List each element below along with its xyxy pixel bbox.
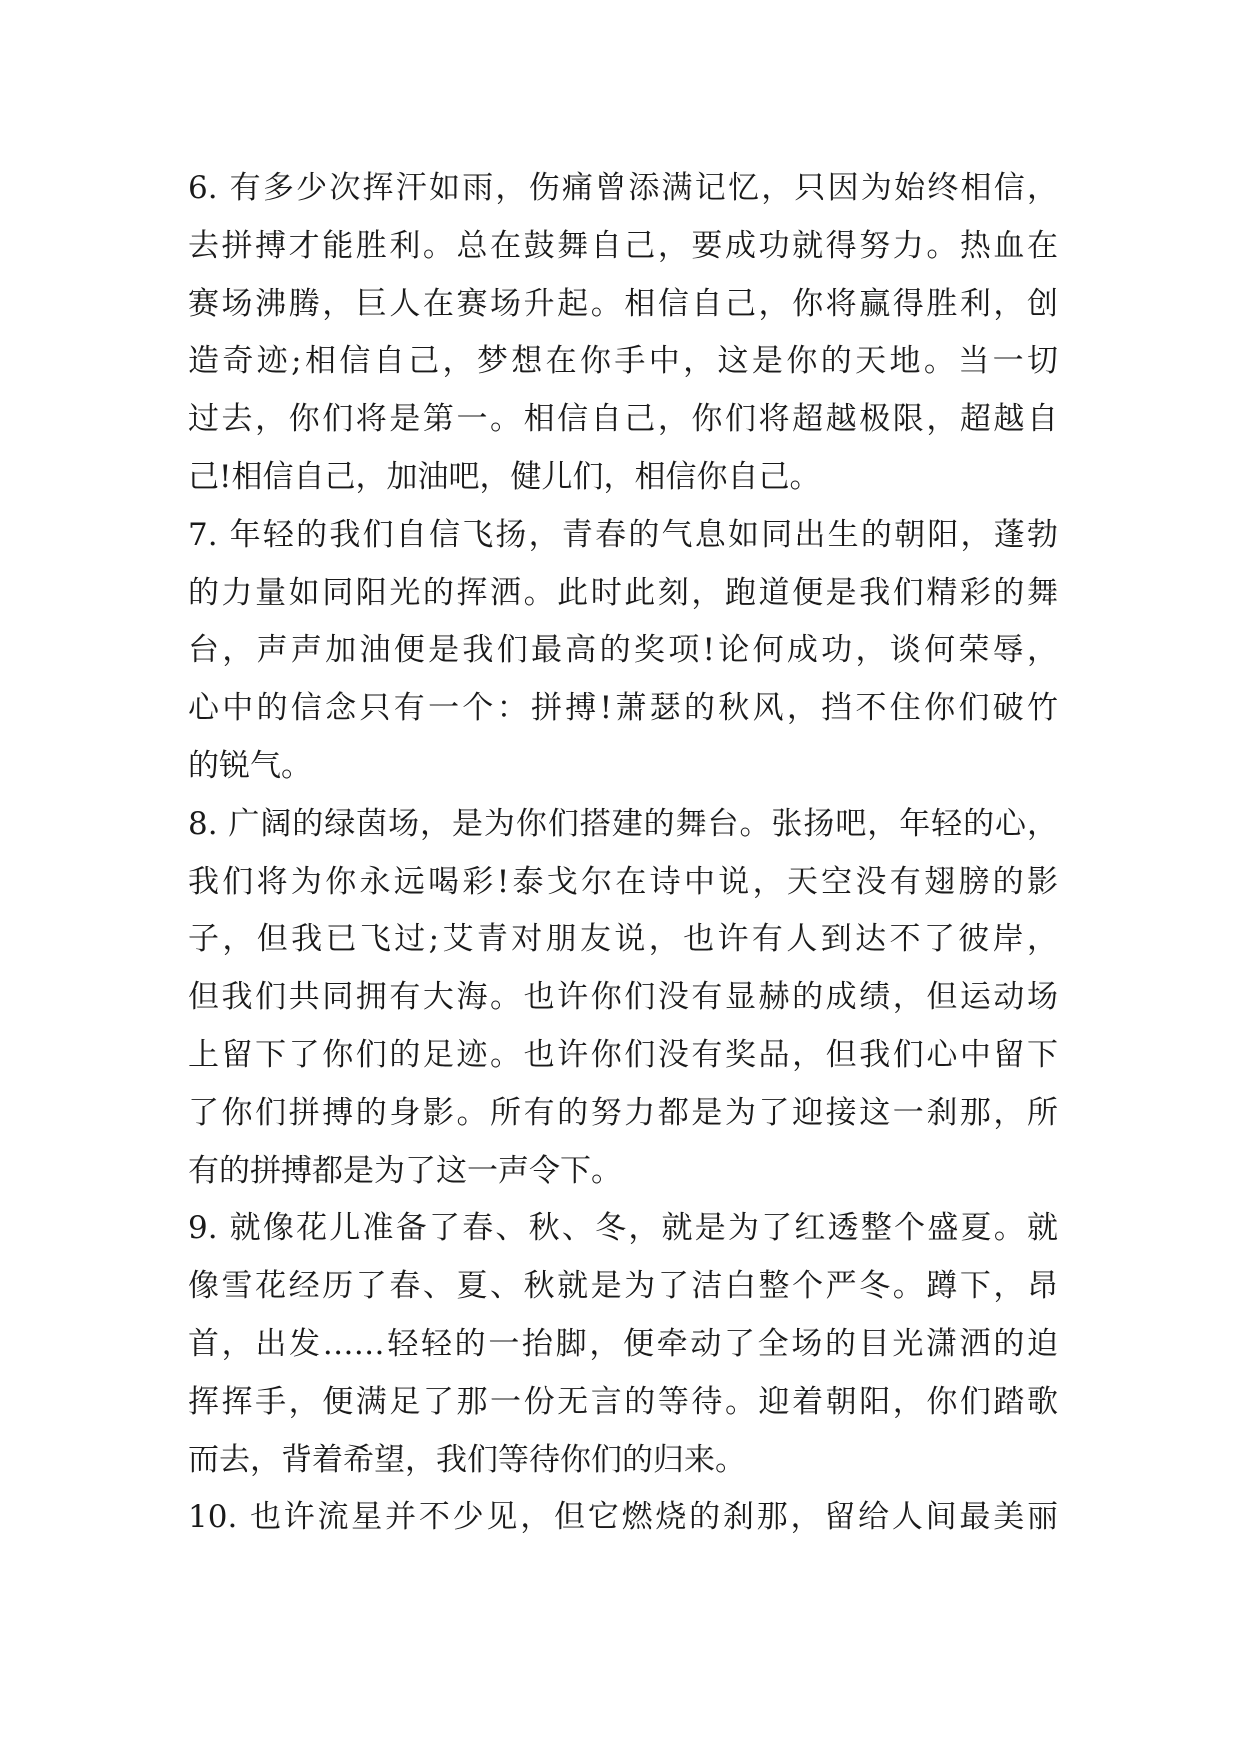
- text-line: 去拼搏才能胜利。总在鼓舞自己，要成功就得努力。热血在: [188, 227, 1058, 264]
- text-line: 首，出发……轻轻的一抬脚，便牵动了全场的目光潇洒的迫: [188, 1325, 1058, 1362]
- text-line: 7. 年轻的我们自信飞扬，青春的气息如同出生的朝阳，蓬勃: [188, 516, 1058, 553]
- text-line: 挥挥手，便满足了那一份无言的等待。迎着朝阳，你们踏歌: [188, 1383, 1058, 1420]
- text-line: 子，但我已飞过;艾青对朋友说，也许有人到达不了彼岸，: [188, 921, 1058, 958]
- text-line: 而去，背着希望，我们等待你们的归来。: [188, 1441, 746, 1478]
- text-line: 上留下了你们的足迹。也许你们没有奖品，但我们心中留下: [188, 1036, 1058, 1073]
- text-line: 心中的信念只有一个：拼搏!萧瑟的秋风，挡不住你们破竹: [188, 690, 1058, 727]
- text-line: 己!相信自己，加油吧，健儿们，相信你自己。: [188, 458, 821, 495]
- text-line: 我们将为你永远喝彩!泰戈尔在诗中说，天空没有翅膀的影: [188, 863, 1058, 900]
- text-line: 9. 就像花儿准备了春、秋、冬，就是为了红透整个盛夏。就: [188, 1210, 1058, 1247]
- text-line: 8. 广阔的绿茵场，是为你们搭建的舞台。张扬吧，年轻的心，: [188, 805, 1058, 842]
- text-line: 造奇迹;相信自己，梦想在你手中，这是你的天地。当一切: [188, 343, 1058, 380]
- text-line: 有的拼搏都是为了这一声令下。: [188, 1152, 622, 1189]
- text-line: 过去，你们将是第一。相信自己，你们将超越极限，超越自: [188, 401, 1058, 438]
- text-line: 10. 也许流星并不少见，但它燃烧的刹那，留给人间最美丽: [188, 1499, 1058, 1536]
- text-line: 的锐气。: [188, 747, 312, 784]
- text-line: 像雪花经历了春、夏、秋就是为了洁白整个严冬。蹲下，昂: [188, 1268, 1058, 1305]
- document-body: [188, 160, 1058, 1547]
- text-line: 的力量如同阳光的挥洒。此时此刻，跑道便是我们精彩的舞: [188, 574, 1058, 611]
- text-line: 6. 有多少次挥汗如雨，伤痛曾添满记忆，只因为始终相信，: [188, 170, 1058, 206]
- text-line: 台，声声加油便是我们最高的奖项!论何成功，谈何荣辱，: [188, 632, 1058, 669]
- text-line: 但我们共同拥有大海。也许你们没有显赫的成绩，但运动场: [188, 979, 1058, 1016]
- text-line: 赛场沸腾，巨人在赛场升起。相信自己，你将赢得胜利，创: [188, 285, 1058, 322]
- text-line: 了你们拼搏的身影。所有的努力都是为了迎接这一刹那，所: [188, 1094, 1058, 1131]
